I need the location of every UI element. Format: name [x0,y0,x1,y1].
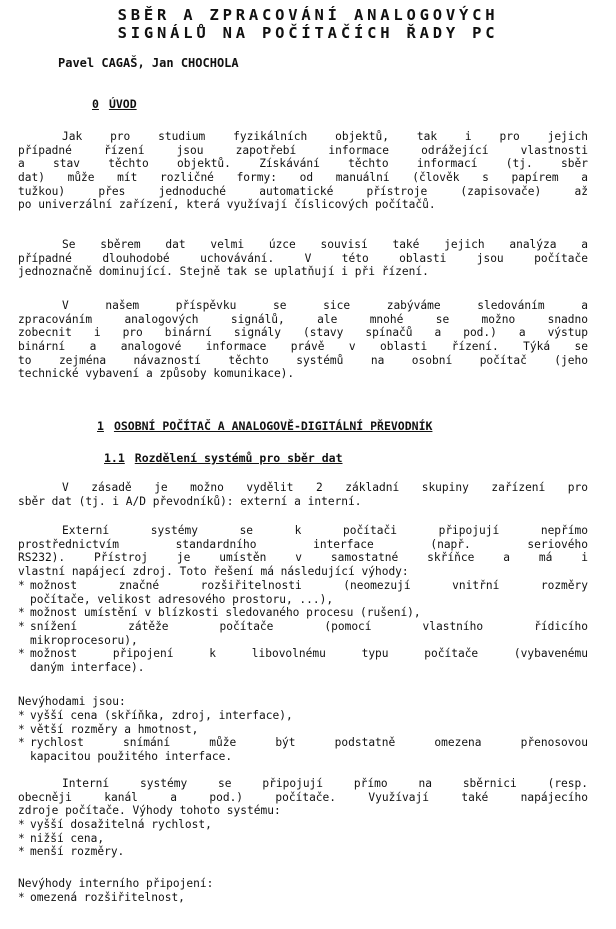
paragraph [18,524,588,579]
paragraph-line: dat) může mít rozličné formy: od manuální (člověk s papírem a [18,171,588,185]
paragraph-line: Se sběrem dat velmi úzce souvisí také jejich analýza a [62,238,588,251]
paragraph-line: to zejména návazností těchto systémů na osobní počítač (jeho [18,353,588,367]
list-item-line: * snížení zátěže počítače (pomocí vlastního řídicího [30,620,588,634]
paragraph-line: binární a analogové informace právě v oblasti řízení. Týká se [18,340,588,354]
section-title: ÚVOD [108,97,137,111]
paragraph-line: Interní systémy se připojují přímo na sběrnici (resp. [62,777,588,790]
list-item-line: počítače, velikost adresového prostoru, ...), [30,592,334,606]
list-item [18,579,588,606]
list-item-line: mikroprocesoru), [30,633,138,647]
paragraph-line: V zásadě je možno vydělit 2 základní skupiny zařízení pro [62,481,588,494]
paragraph-line: po univerzální zařízení, která využívají číslicových počítačů. [18,198,436,212]
paragraph [18,299,588,381]
paragraph-line: případné dlouhodobé uchovávání. V této oblasti jsou počítače [18,251,588,265]
list-item [18,620,588,647]
list-item-line: * vyšší dosažitelná rychlost, [30,818,212,831]
list-item-line: * vyšší cena (skříňka, zdroj, interface), [30,709,293,722]
document-title-line-2: SIGNÁLŮ NA POČÍTAČÍCH ŘADY PC [117,24,499,42]
paragraph-line: RS232). Přístroj je umístěn v samostatné skříňce a má i [18,551,588,565]
paragraph-line: Externí systémy se k počítači připojují nepřímo [62,524,588,537]
list-item-line: * možnost umístění v blízkosti sledovaného procesu (rušení), [30,606,421,620]
paragraph-line: zpracováním analogových signálů, ale mnohé se možno snadno [18,312,588,326]
list-item-line: * možnost připojení k libovolnému typu počítače (vybavenému [30,647,588,661]
paragraph-line: tužkou) přes jednoduché automatické přístroje (zapisovače) až [18,184,588,198]
bullet-list-internal-advantages [18,818,588,859]
section-number: 1 [97,419,104,433]
bullet-list-external-advantages [18,579,588,675]
list-item-line: daným interface). [30,661,145,675]
paragraph-line: prostřednictvím standardního interface (např. seriového [18,537,588,551]
list-item [18,818,588,832]
authors: Pavel CAGAŠ, Jan CHOCHOLA [58,56,239,70]
section-heading-uvod [92,97,137,111]
list-item [18,832,588,846]
list-item [18,606,588,620]
list-item-line: * omezená rozšiřitelnost, [30,891,185,904]
paragraph-line: vlastní napájecí zdroj. Toto řešení má následující výhody: [18,565,409,579]
paragraph [18,481,588,508]
paragraph-line: sběr dat (tj. i A/D převodníků): externí a interní. [18,494,362,508]
paragraph-line: případné řízení jsou zapotřebí informace odrážející vlastnosti [18,143,588,157]
paragraph [18,238,588,279]
paragraph-line: V našem příspěvku se sice zabýváme sledováním a [62,299,588,312]
paragraph-line: jednoznačně dominující. Stejně tak se uplatňují i při řízení. [18,265,429,279]
paragraph-line: zdroje počítače. Výhody tohoto systému: [18,804,281,818]
section-number: 0 [92,97,99,111]
paragraph [18,130,588,212]
paragraph-line: technické vybavení a způsoby komunikace). [18,367,295,381]
paragraph [18,777,588,818]
list-item-line: * rychlost snímání může být podstatně omezena přenosovou [30,736,588,750]
section-title: OSOBNÍ POČÍTAČ A ANALOGOVĚ-DIGITÁLNÍ PŘEVODNÍK [113,419,433,433]
list-label: Nevýhodami jsou: [18,695,126,708]
list-item [18,891,588,905]
paragraph-line: Jak pro studium fyzikálních objektů, tak i pro jejich [62,130,588,143]
document-title-line-1: SBĚR A ZPRACOVÁNÍ ANALOGOVÝCH [117,6,499,24]
list-item-line: kapacitou použitého interface. [30,750,233,764]
list-item-line: * větší rozměry a hmotnost, [30,722,199,736]
paragraph-line: zobecnit i pro binární signály (stavy spínačů a pod.) a výstup [18,326,588,340]
section-heading-1 [97,419,432,433]
list-item [18,647,588,674]
subsection-title: Rozdělení systémů pro sběr dat [134,451,343,465]
paragraph-line: obecněji kanál a pod.) počítače. Využívají také napájecího [18,790,588,804]
list-item [18,723,588,737]
list-item-line: * menší rozměry. [30,845,125,859]
subsection-number: 1.1 [104,451,125,465]
bullet-list-internal-disadvantages [18,891,588,905]
bullet-list-external-disadvantages [18,709,588,764]
list-item [18,845,588,859]
list-item [18,736,588,763]
list-item-line: * možnost značné rozšiřitelnosti (neomezují vnitřní rozměry [30,579,588,592]
list-label: Nevýhody interního připojení: [18,877,214,890]
subsection-heading-1-1 [104,451,343,465]
paragraph-line: a stav těchto objektů. Získávání těchto informací (tj. sběr [18,157,588,171]
list-item [18,709,588,723]
list-item-line: * nižší cena, [30,831,105,845]
